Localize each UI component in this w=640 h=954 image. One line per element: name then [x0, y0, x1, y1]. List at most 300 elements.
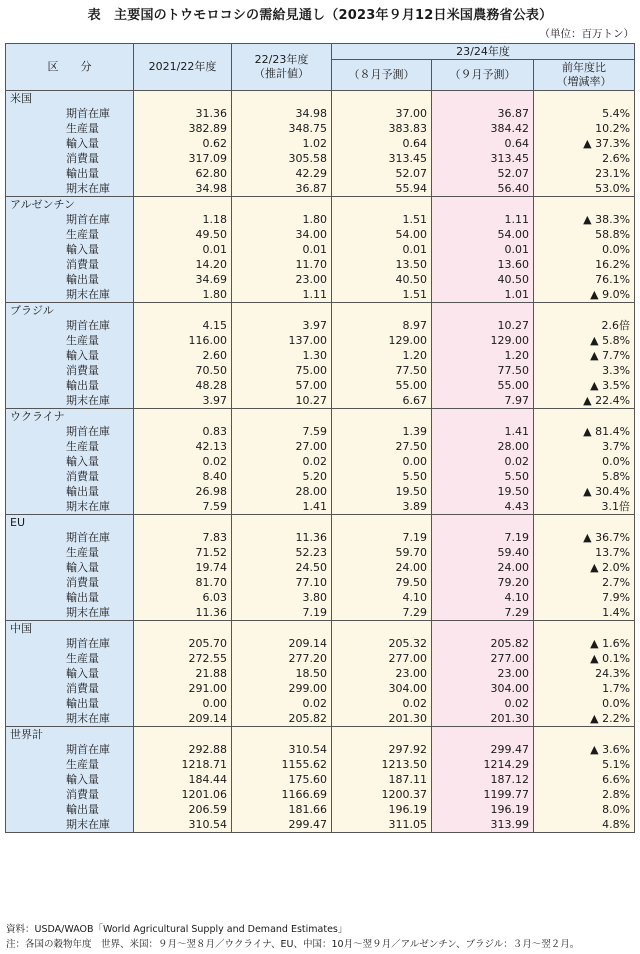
table-cell: 0.02 — [432, 454, 534, 469]
table-cell: 54.00 — [432, 227, 534, 242]
table-row — [6, 151, 635, 166]
country-row — [6, 727, 635, 743]
table-cell: 6.6% — [534, 772, 635, 787]
table-body — [6, 91, 635, 833]
table-cell — [232, 91, 332, 107]
table-cell: 1.39 — [332, 424, 432, 439]
table-cell: 137.00 — [232, 333, 332, 348]
table-cell: 75.00 — [232, 363, 332, 378]
table-cell: 2.8% — [534, 787, 635, 802]
table-cell: 6.03 — [134, 590, 232, 605]
table-row — [6, 575, 635, 590]
table-cell: 1.01 — [432, 287, 534, 303]
table-cell: 81.70 — [134, 575, 232, 590]
table-row — [6, 590, 635, 605]
table-cell: 59.70 — [332, 545, 432, 560]
table-cell — [534, 91, 635, 107]
table-cell: 54.00 — [332, 227, 432, 242]
table-cell: 292.88 — [134, 742, 232, 757]
table-cell: 1.30 — [232, 348, 332, 363]
table-cell: 11.36 — [134, 605, 232, 621]
table-cell: ▲ 7.7% — [534, 348, 635, 363]
table-cell: 23.1% — [534, 166, 635, 181]
table-cell: 23.00 — [332, 666, 432, 681]
table-cell — [432, 727, 534, 743]
table-cell — [432, 621, 534, 637]
table-cell: 304.00 — [332, 681, 432, 696]
row-label: 期末在庫 — [6, 181, 134, 197]
table-cell: 0.01 — [134, 242, 232, 257]
table-row — [6, 333, 635, 348]
table-cell — [332, 727, 432, 743]
table-row — [6, 393, 635, 409]
table-row — [6, 348, 635, 363]
table-cell: 1199.77 — [432, 787, 534, 802]
table-cell: 55.94 — [332, 181, 432, 197]
row-label: 生産量 — [6, 121, 134, 136]
table-cell: 205.82 — [232, 711, 332, 727]
table-row — [6, 696, 635, 711]
table-cell: ▲ 3.6% — [534, 742, 635, 757]
table-cell — [432, 409, 534, 425]
table-row — [6, 363, 635, 378]
table-row — [6, 605, 635, 621]
table-cell: 313.45 — [332, 151, 432, 166]
table-cell: ▲ 5.8% — [534, 333, 635, 348]
table-cell: 0.01 — [332, 242, 432, 257]
table-cell: 13.7% — [534, 545, 635, 560]
row-label: 期末在庫 — [6, 711, 134, 727]
table-cell: 70.50 — [134, 363, 232, 378]
table-cell: ▲ 3.5% — [534, 378, 635, 393]
table-cell: 5.50 — [432, 469, 534, 484]
table-cell: 7.19 — [332, 530, 432, 545]
table-cell: 299.47 — [432, 742, 534, 757]
table-row — [6, 227, 635, 242]
table-cell: 31.36 — [134, 106, 232, 121]
table-cell: 11.70 — [232, 257, 332, 272]
table-cell: 129.00 — [432, 333, 534, 348]
table-cell: 1214.29 — [432, 757, 534, 772]
row-label: 生産量 — [6, 545, 134, 560]
table-cell: 1213.50 — [332, 757, 432, 772]
table-cell: 79.50 — [332, 575, 432, 590]
row-label: 期首在庫 — [6, 424, 134, 439]
country-row — [6, 303, 635, 319]
table-cell — [134, 515, 232, 531]
table-cell: 0.83 — [134, 424, 232, 439]
row-label: 消費量 — [6, 151, 134, 166]
header-sep: （９月予測） — [432, 60, 534, 91]
table-row — [6, 272, 635, 287]
header-2023: 23/24年度 — [332, 44, 635, 60]
table-cell: 4.10 — [432, 590, 534, 605]
table-cell: 2.7% — [534, 575, 635, 590]
table-cell: 10.27 — [232, 393, 332, 409]
row-label: 生産量 — [6, 651, 134, 666]
table-cell: 313.99 — [432, 817, 534, 833]
table-cell: 7.19 — [432, 530, 534, 545]
table-row — [6, 802, 635, 817]
table-cell: 8.40 — [134, 469, 232, 484]
table-row — [6, 136, 635, 151]
country-label: ウクライナ — [6, 409, 134, 425]
row-label: 生産量 — [6, 439, 134, 454]
table-cell: 59.40 — [432, 545, 534, 560]
row-label: 期首在庫 — [6, 212, 134, 227]
table-cell: 7.29 — [332, 605, 432, 621]
table-cell — [134, 409, 232, 425]
table-cell: 34.00 — [232, 227, 332, 242]
table-row — [6, 242, 635, 257]
row-label: 期末在庫 — [6, 393, 134, 409]
table-row — [6, 681, 635, 696]
table-cell: 27.00 — [232, 439, 332, 454]
table-cell: 348.75 — [232, 121, 332, 136]
row-label: 輸入量 — [6, 136, 134, 151]
table-cell: 297.92 — [332, 742, 432, 757]
row-label: 輸出量 — [6, 378, 134, 393]
table-cell: 3.80 — [232, 590, 332, 605]
table-cell: 34.98 — [232, 106, 332, 121]
row-label: 輸出量 — [6, 484, 134, 499]
table-cell: 0.0% — [534, 696, 635, 711]
table-cell — [332, 409, 432, 425]
table-cell: 23.00 — [232, 272, 332, 287]
table-cell: 0.02 — [432, 696, 534, 711]
table-cell: 52.07 — [432, 166, 534, 181]
table-cell — [432, 303, 534, 319]
table-row — [6, 378, 635, 393]
table-cell: 305.58 — [232, 151, 332, 166]
table-cell: 313.45 — [432, 151, 534, 166]
table-cell: 0.0% — [534, 454, 635, 469]
table-cell: 3.97 — [134, 393, 232, 409]
row-label: 輸入量 — [6, 348, 134, 363]
page-title: 表 主要国のトウモロコシの需給見通し（2023年９月12日米国農務省公表） — [87, 8, 553, 23]
table-cell: 384.42 — [432, 121, 534, 136]
table-cell: 201.30 — [432, 711, 534, 727]
table-cell: 34.98 — [134, 181, 232, 197]
table-cell: 0.64 — [432, 136, 534, 151]
header-2022-line1: 22/23年度 — [254, 53, 309, 66]
table-cell: 7.83 — [134, 530, 232, 545]
table-cell: 3.7% — [534, 439, 635, 454]
country-row — [6, 515, 635, 531]
table-cell: 206.59 — [134, 802, 232, 817]
row-label: 消費量 — [6, 681, 134, 696]
table-cell: 52.23 — [232, 545, 332, 560]
table-cell: 5.20 — [232, 469, 332, 484]
table-cell: 34.69 — [134, 272, 232, 287]
country-row — [6, 621, 635, 637]
table-cell: 277.00 — [332, 651, 432, 666]
row-label: 期首在庫 — [6, 742, 134, 757]
table-cell: 48.28 — [134, 378, 232, 393]
table-cell: 299.47 — [232, 817, 332, 833]
table-cell: 1.20 — [432, 348, 534, 363]
table-row — [6, 817, 635, 833]
table-cell — [134, 197, 232, 213]
row-label: 消費量 — [6, 363, 134, 378]
table-row — [6, 742, 635, 757]
row-label: 生産量 — [6, 757, 134, 772]
table-cell: 0.02 — [332, 696, 432, 711]
table-cell: 19.50 — [332, 484, 432, 499]
table-row — [6, 212, 635, 227]
row-label: 輸出量 — [6, 272, 134, 287]
country-row — [6, 409, 635, 425]
table-cell: 24.00 — [332, 560, 432, 575]
table-cell: 28.00 — [432, 439, 534, 454]
table-cell — [134, 91, 232, 107]
table-cell: 7.9% — [534, 590, 635, 605]
table-cell: 310.54 — [134, 817, 232, 833]
table-cell: 14.20 — [134, 257, 232, 272]
table-cell: 19.74 — [134, 560, 232, 575]
row-label: 輸入量 — [6, 772, 134, 787]
table-cell: 0.62 — [134, 136, 232, 151]
table-row — [6, 439, 635, 454]
table-cell: 187.11 — [332, 772, 432, 787]
table-cell: 28.00 — [232, 484, 332, 499]
table-cell: 272.55 — [134, 651, 232, 666]
table-cell: 382.89 — [134, 121, 232, 136]
table-cell: 1.11 — [432, 212, 534, 227]
table-cell: 1.51 — [332, 287, 432, 303]
table-cell: 1201.06 — [134, 787, 232, 802]
table-cell — [432, 515, 534, 531]
table-cell — [232, 197, 332, 213]
table-cell: 8.0% — [534, 802, 635, 817]
table-cell: 317.09 — [134, 151, 232, 166]
table-cell: 16.2% — [534, 257, 635, 272]
table-cell: 277.20 — [232, 651, 332, 666]
table-cell: 11.36 — [232, 530, 332, 545]
table-cell: 57.00 — [232, 378, 332, 393]
table-row — [6, 499, 635, 515]
table-cell: 40.50 — [432, 272, 534, 287]
table-cell — [232, 303, 332, 319]
header-yoy-line1: 前年度比 — [562, 61, 607, 74]
table-row — [6, 424, 635, 439]
country-row — [6, 197, 635, 213]
country-row — [6, 91, 635, 107]
table-cell — [432, 197, 534, 213]
table-cell — [232, 515, 332, 531]
table-cell: 3.89 — [332, 499, 432, 515]
table-cell: 62.80 — [134, 166, 232, 181]
header-2022-line2: （推計値） — [254, 67, 309, 80]
table-cell — [332, 621, 432, 637]
table-row — [6, 166, 635, 181]
table-cell: 0.00 — [332, 454, 432, 469]
row-label: 輸入量 — [6, 454, 134, 469]
row-label: 消費量 — [6, 469, 134, 484]
table-cell: 3.1倍 — [534, 499, 635, 515]
header-yoy-line2: （増減率） — [556, 75, 612, 88]
table-cell: ▲ 1.6% — [534, 636, 635, 651]
table-cell: 1.11 — [232, 287, 332, 303]
table-cell: 5.8% — [534, 469, 635, 484]
table-cell: 299.00 — [232, 681, 332, 696]
table-cell — [332, 197, 432, 213]
table-cell: 24.3% — [534, 666, 635, 681]
table-cell: 201.30 — [332, 711, 432, 727]
table-cell: 49.50 — [134, 227, 232, 242]
table-cell: 209.14 — [232, 636, 332, 651]
row-label: 輸入量 — [6, 560, 134, 575]
row-label: 消費量 — [6, 575, 134, 590]
table-cell: ▲ 36.7% — [534, 530, 635, 545]
table-cell: 1200.37 — [332, 787, 432, 802]
table-cell — [534, 409, 635, 425]
table-cell: 0.02 — [232, 696, 332, 711]
table-cell: 52.07 — [332, 166, 432, 181]
row-label: 期末在庫 — [6, 817, 134, 833]
table-row — [6, 484, 635, 499]
table-cell: 1.80 — [232, 212, 332, 227]
table-cell — [534, 727, 635, 743]
table-cell: 184.44 — [134, 772, 232, 787]
table-cell — [232, 621, 332, 637]
header-2021: 2021/22年度 — [134, 44, 232, 91]
table-cell: 310.54 — [232, 742, 332, 757]
table-cell: 196.19 — [332, 802, 432, 817]
table-cell: 21.88 — [134, 666, 232, 681]
table-cell: 36.87 — [232, 181, 332, 197]
row-label: 生産量 — [6, 333, 134, 348]
table-cell: 0.0% — [534, 242, 635, 257]
row-label: 生産量 — [6, 227, 134, 242]
table-cell: 0.64 — [332, 136, 432, 151]
table-cell: 4.43 — [432, 499, 534, 515]
table-cell: 7.19 — [232, 605, 332, 621]
table-row — [6, 106, 635, 121]
table-row — [6, 318, 635, 333]
table-cell: 4.15 — [134, 318, 232, 333]
table-cell: 55.00 — [432, 378, 534, 393]
table-cell — [134, 303, 232, 319]
table-cell: 10.27 — [432, 318, 534, 333]
table-cell: 42.13 — [134, 439, 232, 454]
table-cell: ▲ 9.0% — [534, 287, 635, 303]
table-cell: 0.02 — [232, 454, 332, 469]
table-cell: 8.97 — [332, 318, 432, 333]
unit-label: （単位：百万トン） — [539, 28, 634, 40]
table-cell: 24.00 — [432, 560, 534, 575]
table-cell: 5.50 — [332, 469, 432, 484]
table-cell: 181.66 — [232, 802, 332, 817]
table-cell: 19.50 — [432, 484, 534, 499]
table-cell: 26.98 — [134, 484, 232, 499]
table-cell: ▲ 37.3% — [534, 136, 635, 151]
table-cell: ▲ 30.4% — [534, 484, 635, 499]
table-cell: 291.00 — [134, 681, 232, 696]
header-yoy — [534, 60, 635, 91]
table-cell: 7.59 — [134, 499, 232, 515]
table-cell: 10.2% — [534, 121, 635, 136]
table-cell: 7.29 — [432, 605, 534, 621]
table-row — [6, 257, 635, 272]
table-cell: 0.00 — [134, 696, 232, 711]
table-cell — [232, 409, 332, 425]
country-label: 世界計 — [6, 727, 134, 743]
table-cell: 187.12 — [432, 772, 534, 787]
row-label: 期首在庫 — [6, 530, 134, 545]
table-row — [6, 181, 635, 197]
row-label: 期首在庫 — [6, 106, 134, 121]
table-cell: 13.60 — [432, 257, 534, 272]
row-label: 消費量 — [6, 257, 134, 272]
table-cell: 58.8% — [534, 227, 635, 242]
table-cell: 383.83 — [332, 121, 432, 136]
row-label: 期首在庫 — [6, 318, 134, 333]
table-cell — [534, 197, 635, 213]
table-cell: ▲ 38.3% — [534, 212, 635, 227]
row-label: 期末在庫 — [6, 499, 134, 515]
row-label: 輸出量 — [6, 802, 134, 817]
table-cell: 4.8% — [534, 817, 635, 833]
row-label: 輸入量 — [6, 242, 134, 257]
table-cell: 7.59 — [232, 424, 332, 439]
header-category: 区 分 — [6, 44, 134, 91]
supply-demand-table — [5, 43, 635, 833]
table-cell — [534, 515, 635, 531]
table-cell: ▲ 2.0% — [534, 560, 635, 575]
table-cell: 0.02 — [134, 454, 232, 469]
row-label: 消費量 — [6, 787, 134, 802]
country-label: 米国 — [6, 91, 134, 107]
source-note: 資料：USDA/WAOB「World Agricultural Supply and Demand Estimates」 — [6, 924, 348, 935]
table-row — [6, 711, 635, 727]
table-row — [6, 454, 635, 469]
table-cell — [134, 727, 232, 743]
table-cell: 1166.69 — [232, 787, 332, 802]
table-cell: 71.52 — [134, 545, 232, 560]
table-cell: 1.02 — [232, 136, 332, 151]
table-cell: 13.50 — [332, 257, 432, 272]
table-row — [6, 651, 635, 666]
table-cell: 304.00 — [432, 681, 534, 696]
table-cell: ▲ 81.4% — [534, 424, 635, 439]
table-cell: 6.67 — [332, 393, 432, 409]
table-row — [6, 530, 635, 545]
footnote: 注：各国の穀物年度 世界、米国：９月～翌８月／ウクライナ、EU、中国：10月～翌９月／アルゼンチン、ブラジル：３月～翌２月。 — [6, 939, 580, 950]
table-cell: 129.00 — [332, 333, 432, 348]
table-cell: 18.50 — [232, 666, 332, 681]
header-aug: （８月予測） — [332, 60, 432, 91]
row-label: 輸入量 — [6, 666, 134, 681]
table-cell: 4.10 — [332, 590, 432, 605]
table-cell — [332, 515, 432, 531]
table-cell: 0.01 — [232, 242, 332, 257]
table-cell: 1.4% — [534, 605, 635, 621]
table-cell: ▲ 2.2% — [534, 711, 635, 727]
table-cell — [432, 91, 534, 107]
table-cell — [232, 727, 332, 743]
table-row — [6, 469, 635, 484]
table-cell: 1.80 — [134, 287, 232, 303]
table-row — [6, 636, 635, 651]
table-cell: ▲ 22.4% — [534, 393, 635, 409]
table-cell: 205.32 — [332, 636, 432, 651]
table-cell: 76.1% — [534, 272, 635, 287]
row-label: 期首在庫 — [6, 636, 134, 651]
table-cell: 40.50 — [332, 272, 432, 287]
row-label: 輸出量 — [6, 590, 134, 605]
table-cell: 37.00 — [332, 106, 432, 121]
